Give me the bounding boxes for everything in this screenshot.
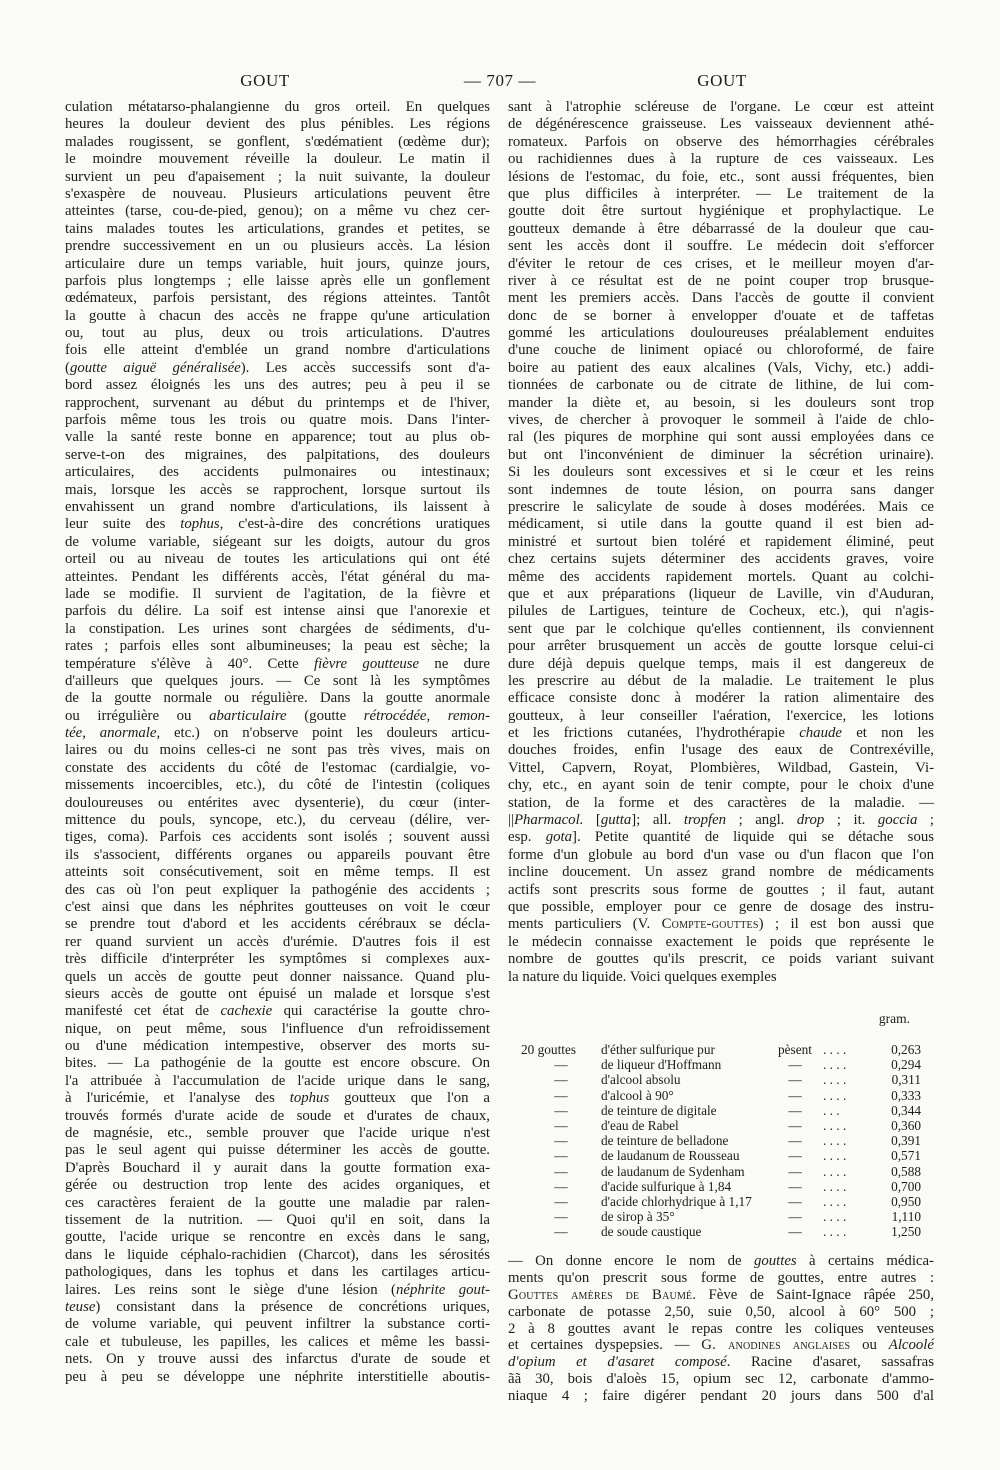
- italic-run: rétrocédée, remon-: [363, 707, 490, 724]
- leader-dots: . . . .: [823, 1193, 847, 1209]
- text-line: de volume variable, siégeant sur les doigts, autour du gros: [65, 533, 490, 550]
- text-line: culation métatarso-phalangienne du gros orteil. En quelques: [65, 99, 490, 115]
- text-line: d'éviter le retour de ces crises, et le meilleur moyen d'ar-: [508, 255, 934, 272]
- text-run: [: [583, 812, 601, 829]
- text-line: chez certains sujets déterminer des accidents graves, voire: [508, 551, 934, 568]
- verb-cell: pèsent: [778, 1042, 812, 1057]
- text-line: parfois même tous les trois ou quatre mois. Dans l'inter-: [65, 412, 490, 429]
- text-line: mander la diète et, au besoin, si les douleurs sont trop: [508, 394, 934, 411]
- text-run: . Racine d'asaret, sassafras: [726, 1354, 934, 1371]
- text-line: peu à peu se développe une néphrite interstitielle aboutis-: [65, 1368, 490, 1385]
- text-line: but ont l'inconvénient de diminuer la sécrétion urinaire).: [508, 446, 934, 463]
- weight-value: 0,344: [891, 1102, 921, 1118]
- text-line: ils s'associent, différents organes ou appareils pouvant être: [65, 846, 490, 863]
- dosage-table: [508, 1042, 934, 1239]
- text-line: orteil ou au niveau de toutes les articulations qui ont été: [65, 551, 490, 568]
- text-line: [65, 1003, 490, 1020]
- verb-cell: —: [788, 1117, 802, 1133]
- substance-cell: d'eau de Rabel: [601, 1117, 679, 1133]
- italic-run: Pharmacol.: [513, 812, 584, 829]
- text-line: d'une couche de liniment opiacé ou chloroformé, de faire: [508, 342, 934, 359]
- text-run: laires. Les reins sont le siège d'une lésion (: [65, 1281, 396, 1298]
- drop-count: —: [554, 1133, 568, 1149]
- drop-count: —: [554, 1072, 568, 1088]
- text-line: atteintes (tarse, cou-de-pied, genou); on a même vu chez cer-: [65, 203, 490, 220]
- small-caps-run: G. anodines anglaises: [701, 1337, 851, 1354]
- verb-cell: —: [788, 1178, 802, 1194]
- drop-count: —: [554, 1087, 568, 1103]
- text-run: ne dure: [419, 655, 490, 672]
- text-line: [508, 725, 934, 742]
- text-run: et les frictions cutanées, l'hydrothérapie: [508, 725, 800, 742]
- substance-cell: de laudanum de Sydenham: [601, 1163, 745, 1179]
- text-line: de volume variable, qui peuvent infiltrer la substance corti-: [65, 1316, 490, 1333]
- italic-run: tophus: [180, 516, 220, 533]
- text-line: prendre successivement en un ou plusieurs accès. La lésion: [65, 238, 490, 255]
- left-column: [65, 99, 490, 1386]
- text-line: goutte, l'acide urique se rencontre en excès dans le sang,: [65, 1229, 490, 1246]
- text-line: lade se modifie. Il survient de l'agitation, de la fièvre et: [65, 585, 490, 602]
- text-line: tissement de la nutrition. — Quoi qu'il en soit, dans la: [65, 1212, 490, 1228]
- text-line: malades rougissent, se gonflent, s'œdématient (œdème dur);: [65, 133, 490, 150]
- text-line: ãã 30, bois d'aloès 15, opium sec 12, carbonate d'ammo-: [508, 1371, 934, 1388]
- text-run: esp.: [508, 829, 546, 846]
- italic-run: gota: [545, 829, 573, 846]
- verb-cell: —: [788, 1133, 802, 1149]
- text-line: ces caractères feraient de la goutte une maladie par ralen-: [65, 1194, 490, 1211]
- text-line: D'après Bouchard il y aurait dans la goutte formation exa-: [65, 1159, 490, 1176]
- text-line: [508, 1354, 934, 1371]
- text-line: le moindre mouvement réveille la douleur. Le matin il: [65, 151, 490, 168]
- text-run: ]. Petite quantité de liquide qui se détache sous: [572, 829, 934, 846]
- table-row: [508, 1164, 934, 1179]
- text-line: Vittel, Capvern, Royat, Plombières, Wildbad, Gastein, Vi-: [508, 759, 934, 776]
- text-line: nombre de gouttes qu'ils prescrit, ce poids variant suivant: [508, 951, 934, 968]
- verb-cell: —: [788, 1224, 802, 1240]
- text-run: et non les: [841, 725, 934, 742]
- text-line: cale et tubuleuse, les papilles, les calices et même les bassi-: [65, 1333, 490, 1350]
- text-line: rates ; parfois elles sont albumineuses; la peau est sèche; la: [65, 638, 490, 655]
- text-run: à l'uricémie, et l'analyse des: [65, 1090, 290, 1107]
- text-line: [65, 725, 490, 742]
- weight-value: 1,250: [891, 1224, 921, 1240]
- text-line: quels un accès de goutte peut donner naissance. Quand plu-: [65, 968, 490, 985]
- text-run: ||: [508, 812, 514, 829]
- text-line: [65, 656, 490, 673]
- text-line: prescrire le salicylate de soude à doses modérées. Mais ce: [508, 498, 934, 515]
- drop-count: —: [554, 1193, 568, 1209]
- italic-run: teuse: [65, 1298, 96, 1315]
- text-line: douches froides, enfin l'usage des eaux de Contrexéville,: [508, 742, 934, 759]
- text-run: , c'est-à-dire des concrétions uratiques: [219, 516, 490, 533]
- italic-run: drop: [796, 812, 825, 829]
- text-line: la nature du liquide. Voici quelques exemples: [508, 968, 777, 985]
- leader-dots: . . . .: [823, 1209, 847, 1225]
- table-row: [508, 1224, 934, 1239]
- text-line: gommé les articulations douloureuses préalablement enduites: [508, 325, 934, 342]
- drop-count: —: [554, 1163, 568, 1179]
- text-line: pas le seul agent qui puisse déterminer les accès de goutte.: [65, 1142, 490, 1159]
- italic-run: cachexie: [220, 1003, 273, 1020]
- text-line: dure déjà depuis quelque temps, mais il est dangereux de: [508, 655, 934, 672]
- text-line: trouvés formés d'urate acide de soude et d'urates de chaux,: [65, 1107, 490, 1124]
- text-run: ]; all.: [631, 812, 684, 829]
- text-line: donc de se borner à envelopper d'ouate et de taffetas: [508, 307, 934, 324]
- text-line: mittence du pouls, syncope, etc.), du cerveau (délire, ver-: [65, 812, 490, 829]
- text-line: goutteux, à leur conseiller l'aération, l'exercice, les lotions: [508, 707, 934, 724]
- text-line: pour arrêter brusquement un accès de goutte lorsque celui-ci: [508, 638, 934, 655]
- text-run: , etc.) on n'observe point les douleurs articu-: [156, 725, 490, 742]
- italic-run: gutta: [600, 812, 632, 829]
- text-line: boire au patient des eaux alcalines (Vals, Vichy, etc.) addi-: [508, 359, 934, 376]
- text-line: chy, etc., en ayant soin de tenir compte, pour le choix d'une: [508, 777, 934, 794]
- text-line: de dégénérescence graisseuse. Les vaisseaux deviennent athé-: [508, 116, 934, 133]
- text-run: ; angl.: [726, 812, 797, 829]
- text-line: laires ou du moins celles-ci ne sont pas très vives, mais on: [65, 742, 490, 759]
- text-line: parfois plus longtemps ; elle laisse après elle un gonflement: [65, 272, 490, 289]
- page-number: — 707 —: [463, 71, 537, 90]
- text-line: sent que par le colchique qu'elles contiennent, ils conviennent: [508, 620, 934, 637]
- text-line: dans le liquide céphalo-rachidien (Charcot), dans les sérosités: [65, 1246, 490, 1263]
- text-line: ou d'une médication intempestive, observer des morts su-: [65, 1038, 490, 1055]
- text-line: [508, 1253, 934, 1270]
- text-run: qui caractérise la goutte chro-: [272, 1003, 491, 1020]
- leader-dots: . . . .: [823, 1148, 847, 1164]
- leader-dots: . . . .: [823, 1072, 847, 1088]
- drop-count: 20 gouttes: [521, 1042, 577, 1057]
- text-line: valle la santé reste bonne en apparence; tout au plus ob-: [65, 429, 490, 446]
- text-line: sieurs accès de goutte ont épuisé un malade et lorsque s'est: [65, 985, 490, 1002]
- text-line: bites. — La pathogénie de la goutte est encore obscure. On: [65, 1055, 490, 1072]
- text-run: (: [65, 359, 70, 376]
- verb-cell: —: [788, 1148, 802, 1164]
- text-line: articulaires, des accidents pulmonaires ou intestinaux;: [65, 464, 490, 481]
- text-line: carbonate de potasse 2,50, suie 0,50, alcool à 60° 500 ;: [508, 1303, 934, 1320]
- text-line: le médecin connaisse exactement le poids que représente le: [508, 933, 934, 950]
- text-run: ou: [850, 1337, 889, 1354]
- table-row: [508, 1148, 934, 1163]
- text-run: ;: [917, 812, 934, 829]
- verb-cell: —: [788, 1193, 802, 1209]
- text-run: . Fève de Saint-Ignace râpée 250,: [692, 1286, 934, 1303]
- running-head-right: GOUT: [697, 71, 747, 90]
- table-row: [508, 1133, 934, 1148]
- text-run: et certaines dyspepsies. —: [508, 1337, 702, 1354]
- italic-run: fièvre goutteuse: [313, 655, 420, 672]
- text-line: serve-t-on des migraines, des palpitations, des douleurs: [65, 446, 490, 463]
- text-line: actifs sont prescrits sous forme de gouttes ; il faut, autant: [508, 881, 934, 898]
- text-line: envahissent un grand nombre d'articulations, ils laissent à: [65, 498, 490, 515]
- text-line: [65, 1090, 490, 1107]
- substance-cell: de liqueur d'Hoffmann: [601, 1057, 722, 1073]
- text-line: atteintes. Pendant les différents accès, l'état général du ma-: [65, 568, 490, 585]
- italic-run: tropfen: [683, 812, 727, 829]
- weight-value: 0,294: [891, 1057, 921, 1073]
- weight-value: 0,700: [891, 1178, 921, 1194]
- leader-dots: . . . .: [823, 1133, 847, 1149]
- text-line: ou, tout au plus, deux ou trois articulations. D'autres: [65, 325, 490, 342]
- text-line: d'ailleurs que quelques jours. — Ce sont là les symptômes: [65, 672, 490, 689]
- leader-dots: . . . .: [823, 1163, 847, 1179]
- text-line: river à ce résultat est de ne point couper trop brusque-: [508, 272, 934, 289]
- text-run: température s'élève à 40°. Cette: [65, 655, 314, 672]
- italic-run: gouttes: [753, 1253, 797, 1269]
- text-line: atteints soit consécutivement, soit en même temps. Il est: [65, 864, 490, 881]
- text-line: 2 à 8 gouttes avant le repas contre les coliques venteuses: [508, 1320, 934, 1337]
- italic-run: Alcoolé: [888, 1337, 934, 1354]
- text-line: de la goutte normale ou régulière. Dans la goutte anormale: [65, 690, 490, 707]
- weight-value: 0,360: [891, 1117, 921, 1133]
- table-row: [508, 1209, 934, 1224]
- text-line: sent les accès dont il souffre. Le médecin doit s'efforcer: [508, 238, 934, 255]
- table-row: [508, 1194, 934, 1209]
- text-line: tiges, coma). Parfois ces accidents sont isolés ; souvent aussi: [65, 829, 490, 846]
- leader-dots: . . . .: [823, 1117, 847, 1133]
- text-line: [508, 1337, 934, 1354]
- leader-dots: . . . .: [823, 1224, 847, 1240]
- text-line: tains malades toutes les articulations, grandes et petites, se: [65, 220, 490, 237]
- text-line: romateux. Parfois on observe des hémorrhagies cérébrales: [508, 133, 934, 150]
- text-line: très difficile d'interpréter les symptômes si complexes aux-: [65, 951, 490, 968]
- substance-cell: de soude caustique: [601, 1224, 702, 1240]
- text-line: [508, 1287, 934, 1304]
- text-run: à certains médica-: [796, 1253, 934, 1269]
- substance-cell: d'acide chlorhydrique à 1,17: [601, 1193, 752, 1209]
- table-row: [508, 1088, 934, 1103]
- leader-dots: . . . .: [823, 1178, 847, 1194]
- text-run: leur suite des: [65, 516, 181, 533]
- text-line: c'est ainsi que dans les néphrites goutteuses on voit le cœur: [65, 898, 490, 915]
- running-head-left: GOUT: [240, 71, 290, 90]
- leader-dots: . . . .: [823, 1087, 847, 1103]
- text-line: [65, 1299, 490, 1316]
- text-line: que plus difficiles à interpréter. — Le traitement de la: [508, 185, 934, 202]
- text-line: survient un peu d'apaisement ; la nuit suivante, la douleur: [65, 168, 490, 185]
- weight-value: 0,311: [891, 1072, 921, 1088]
- text-run: ments particuliers (V.: [508, 916, 662, 933]
- closing-paragraph: [508, 1253, 934, 1405]
- italic-run: d'opium et d'asaret composé: [508, 1354, 727, 1371]
- text-line: goutte doit être surtout hygiénique et prophylactique. Le: [508, 203, 934, 220]
- text-line: bord assez éloignés les uns des autres; peu à peu il se: [65, 377, 490, 394]
- text-line: articulaire dure un temps variable, huit jours, quinze jours,: [65, 255, 490, 272]
- weight-value: 0,263: [891, 1042, 921, 1057]
- text-line: nique, on peut même, sous l'influence d'un refroidissement: [65, 1020, 490, 1037]
- text-run: (goutte: [286, 707, 364, 724]
- text-run: ). Les accès successifs sont d'a-: [240, 359, 490, 376]
- drop-count: —: [554, 1178, 568, 1194]
- weight-value: 0,588: [891, 1163, 921, 1179]
- verb-cell: —: [788, 1102, 802, 1118]
- text-line: des cas où l'on peut expliquer la pathogénie des accidents ;: [65, 881, 490, 898]
- drop-count: —: [554, 1117, 568, 1133]
- drop-count: —: [554, 1209, 568, 1225]
- table-row: [508, 1118, 934, 1133]
- text-line: ministré et surtout bien toléré et rapidement éliminé, peut: [508, 533, 934, 550]
- text-line: la goutte à chacun des accès ne frappe qu'une articulation: [65, 307, 490, 324]
- weight-value: 0,333: [891, 1087, 921, 1103]
- weight-value: 1,110: [891, 1209, 921, 1225]
- text-line: goutteux demande à être débarrassé de la douleur que cau-: [508, 220, 934, 237]
- text-run: goutteux que l'on a: [329, 1090, 490, 1107]
- small-caps-run: Compte-gouttes: [661, 916, 759, 933]
- italic-run: goccia: [877, 812, 918, 829]
- text-line: de magnésie, etc., semble prouver que l'acide urique n'est: [65, 1125, 490, 1142]
- text-line: s'exaspère de nouveau. Plusieurs articulations peuvent être: [65, 185, 490, 202]
- drop-count: —: [554, 1057, 568, 1073]
- table-row: [508, 1057, 934, 1072]
- text-line: ou rachidiennes dues à la rupture de ces vaisseaux. Les: [508, 151, 934, 168]
- text-line: missements incoercibles, etc.), du côté de l'intestin (coliques: [65, 777, 490, 794]
- text-line: rapprochent, survenant au début du printemps et de l'hiver,: [65, 394, 490, 411]
- drop-count: —: [554, 1148, 568, 1164]
- substance-cell: d'alcool à 90°: [601, 1087, 674, 1103]
- text-run: ; it.: [824, 812, 878, 829]
- italic-run: abarticulaire: [209, 707, 287, 724]
- text-line: sant à l'atrophie scléreuse de l'organe. Le cœur est atteint: [508, 99, 934, 115]
- substance-cell: de teinture de digitale: [601, 1102, 717, 1118]
- small-caps-run: Gouttes amères de Baumé: [508, 1286, 693, 1303]
- text-line: niaque 4 ; faire digérer pendant 20 jours dans 500 d'al: [508, 1388, 934, 1405]
- text-run: — On donne encore le nom de: [508, 1253, 754, 1269]
- table-row: [508, 1042, 934, 1057]
- text-line: rer quand survient un accès d'urémie. D'autres fois il est: [65, 933, 490, 950]
- italic-run: goutte aiguë généralisée: [69, 359, 241, 376]
- text-line: sont indemnes de toute lésion, on pourra sans danger: [508, 481, 934, 498]
- text-run: ) ; il est bon aussi que: [758, 916, 935, 933]
- text-run: ou irrégulière ou: [65, 707, 210, 724]
- text-line: gérée ou destruction trop lente des acides organiques, et: [65, 1177, 490, 1194]
- text-line: efficace consiste donc à modérer la ration alimentaire des: [508, 690, 934, 707]
- verb-cell: —: [788, 1163, 802, 1179]
- text-line: [65, 516, 490, 533]
- text-line: vives, de chercher à provoquer le sommeil à l'aide de chlo-: [508, 412, 934, 429]
- leader-dots: . . . .: [823, 1057, 847, 1073]
- weight-value: 0,950: [891, 1193, 921, 1209]
- verb-cell: —: [788, 1209, 802, 1225]
- text-line: heures la douleur devient des plus pénibles. Les régions: [65, 116, 490, 133]
- unit-label: gram.: [878, 1011, 910, 1026]
- text-line: douloureuses ou entérites avec dysenterie), du cœur (inter-: [65, 794, 490, 811]
- substance-cell: d'acide sulfurique à 1,84: [601, 1178, 732, 1194]
- italic-run: néphrite gout-: [395, 1281, 490, 1298]
- text-line: œdémateux, parfois persistant, des régions atteintes. Tantôt: [65, 290, 490, 307]
- table-row: [508, 1103, 934, 1118]
- text-line: même des accidents rapidement mortels. Quant au colchi-: [508, 568, 934, 585]
- text-line: incline doucement. Un assez grand nombre de médicaments: [508, 864, 934, 881]
- italic-run: tophus: [289, 1090, 330, 1107]
- text-line: l'a attribuée à l'accumulation de l'acide urique dans le sang,: [65, 1072, 490, 1089]
- substance-cell: d'alcool absolu: [601, 1072, 681, 1088]
- text-line: [65, 708, 490, 725]
- text-line: tionnées de carbonate ou de citrate de lithine, de lui com-: [508, 377, 934, 394]
- text-line: que et aux préparations (liqueur de Laville, vin d'Auduran,: [508, 585, 934, 602]
- substance-cell: de teinture de belladone: [601, 1133, 729, 1149]
- text-line: [508, 829, 934, 846]
- text-line: ments qu'on prescrit sous forme de gouttes, entre autres :: [508, 1269, 934, 1286]
- text-line: station, de la forme et des caractères de la maladie. —: [508, 794, 934, 811]
- italic-run: chaude: [799, 725, 842, 742]
- text-line: Si les douleurs sont excessives et si le cœur et les reins: [508, 464, 934, 481]
- text-line: mais, lorsque les accès se rapprochent, lorsque surtout ils: [65, 481, 490, 498]
- verb-cell: —: [788, 1072, 802, 1088]
- drop-count: —: [554, 1102, 568, 1118]
- text-line: parfois du délire. La soif est intense ainsi que l'anorexie et: [65, 603, 490, 620]
- text-run: manifesté cet état de: [65, 1003, 221, 1020]
- text-line: médicament, si utile dans la goutte quand il est bien ad-: [508, 516, 934, 533]
- text-line: la constipation. Les urines sont chargées de sédiments, d'u-: [65, 620, 490, 637]
- text-line: forme d'un globule au bord d'un vase ou d'un flacon que l'on: [508, 846, 934, 863]
- substance-cell: d'éther sulfurique pur: [601, 1042, 715, 1057]
- substance-cell: de laudanum de Rousseau: [601, 1148, 740, 1164]
- text-line: nets. On y trouve aussi des infarctus d'urate de soude et: [65, 1351, 490, 1368]
- text-line: lésions de l'estomac, du foie, etc., sont aussi fréquentes, bien: [508, 168, 934, 185]
- text-line: que possible, employer pour ce genre de dosage des instru-: [508, 898, 934, 915]
- text-line: constate des accidents du côté de l'estomac (cardialgie, vo-: [65, 759, 490, 776]
- verb-cell: —: [788, 1087, 802, 1103]
- weight-value: 0,571: [891, 1148, 921, 1164]
- table-row: [508, 1072, 934, 1087]
- leader-dots: . . .: [823, 1102, 840, 1118]
- text-line: [508, 812, 934, 829]
- text-line: [508, 916, 934, 933]
- text-line: fois elle atteint d'emblée un grand nombre d'articulations: [65, 342, 490, 359]
- text-line: [65, 1282, 490, 1299]
- text-line: pilules de Lartigues, teinture de Cocheux, etc.), qui n'agis-: [508, 603, 934, 620]
- text-line: les prescrire au début de la maladie. Le traitement le plus: [508, 672, 934, 689]
- text-line: pathologiques, dans les tophus et dans les cartilages articu-: [65, 1264, 490, 1281]
- leader-dots: . . . .: [823, 1042, 847, 1057]
- text-line: ral (les piqures de morphine qui sont aussi employées dans ce: [508, 429, 934, 446]
- verb-cell: —: [788, 1057, 802, 1073]
- weight-value: 0,391: [891, 1133, 921, 1149]
- italic-run: tée, anormale: [65, 725, 157, 742]
- drop-count: —: [554, 1224, 568, 1240]
- right-column: [508, 99, 934, 986]
- text-line: [65, 360, 490, 377]
- substance-cell: de sirop à 35°: [601, 1209, 675, 1225]
- text-run: ) consistant dans la présence de concrétions uriques,: [95, 1298, 490, 1315]
- text-line: ment les premiers accès. Dans l'accès de goutte il convient: [508, 290, 934, 307]
- text-line: se prendre tout d'abord et les accidents cérébraux se décla-: [65, 916, 490, 933]
- table-row: [508, 1179, 934, 1194]
